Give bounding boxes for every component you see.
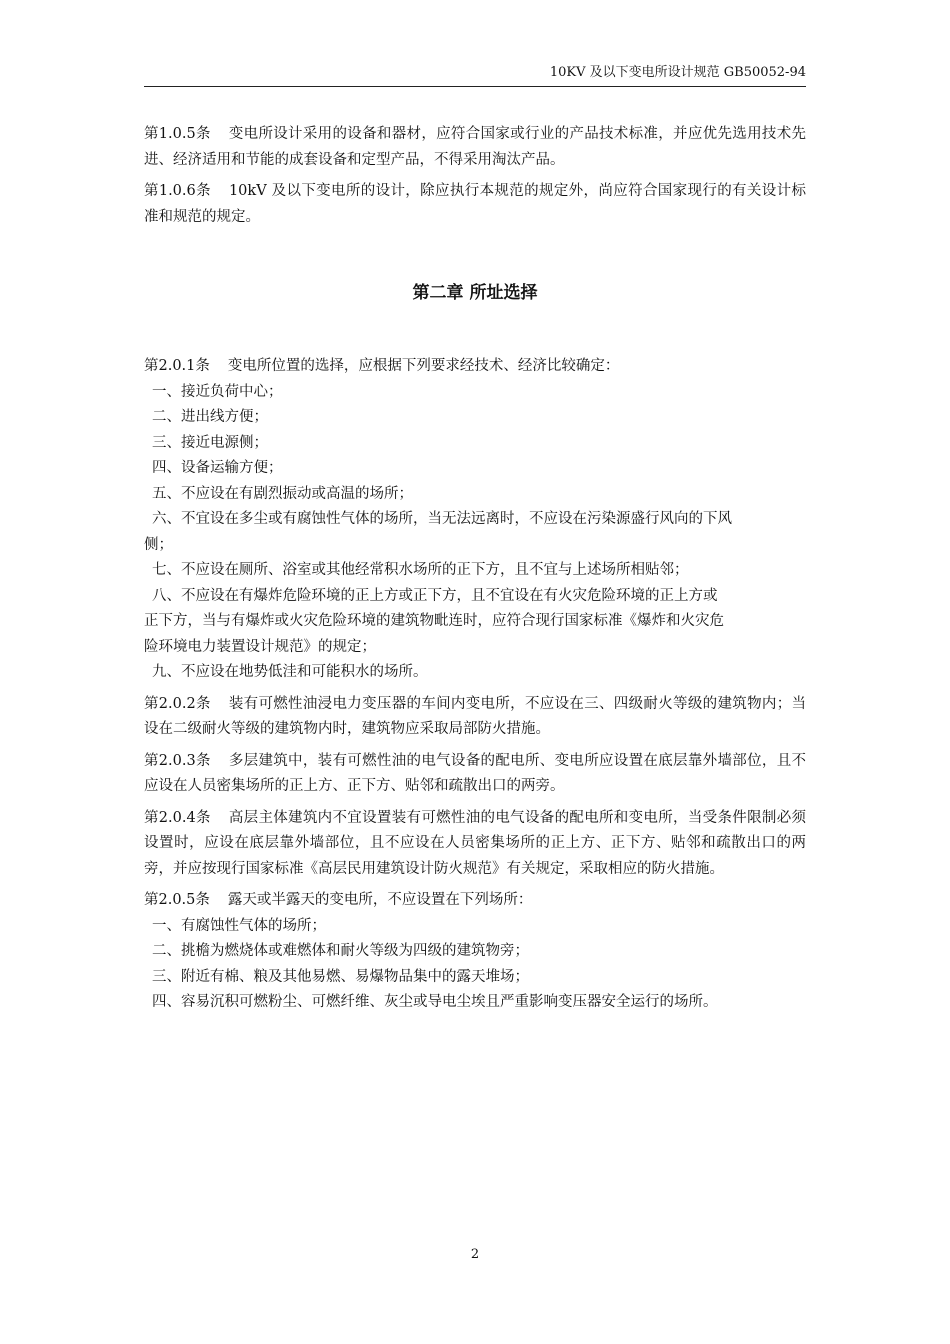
- page-number: 2: [470, 1247, 480, 1262]
- clause-text: 装有可燃性油浸电力变压器的车间内变电所，不应设在三、四级耐火等级的建筑物内；当设在二级耐火等级的建筑物内时，建筑物应采取局部防火措施。: [144, 695, 806, 737]
- list-item: 三、附近有棉、粮及其他易燃、易爆物品集中的露天堆场；: [152, 968, 529, 985]
- clause-text: 变电所设计采用的设备和器材，应符合国家或行业的产品技术标准，并应优先选用技术先进、经济适用和节能的成套设备和定型产品，不得采用淘汰产品。: [144, 126, 806, 168]
- list-item: 四、容易沉积可燃粉尘、可燃纤维、灰尘或导电尘埃且严重影响变压器安全运行的场所。: [152, 994, 718, 1010]
- clause-2-0-3: [144, 749, 806, 800]
- clause-2-0-4: [144, 806, 806, 883]
- clause-number: 第1.0.5条: [144, 126, 211, 142]
- header-divider: [144, 86, 806, 87]
- list-item-continuation: 险环境电力装置设计规范》的规定；: [144, 638, 376, 655]
- clause-1-0-5: [144, 122, 806, 173]
- clause-number: 第2.0.4条: [144, 809, 211, 826]
- list-item: 九、不应设在地势低洼和可能积水的场所。: [152, 664, 428, 680]
- clause-text: 多层建筑中，装有可燃性油的电气设备的配电所、变电所应设置在底层靠外墙部位，且不应设在人员密集场所的正上方、正下方、贴邻和疏散出口的两旁。: [144, 752, 806, 794]
- list-item: 三、接近电源侧；: [152, 434, 268, 451]
- list-item: 四、设备运输方便；: [152, 460, 283, 476]
- list-item: 七、不应设在厕所、浴室或其他经常积水场所的正下方，且不宜与上述场所相贴邻；: [152, 562, 689, 578]
- chapter-title: 第二章 所址选择: [412, 283, 538, 303]
- clause-number: 第2.0.1条: [144, 358, 210, 374]
- running-header: 10KV 及以下变电所设计规范 GB50052-94: [549, 65, 806, 80]
- list-item: 六、不宜设在多尘或有腐蚀性气体的场所，当无法远离时，不应设在污染源盛行风向的下风: [152, 511, 732, 527]
- clause-number: 第1.0.6条: [144, 183, 211, 199]
- clause-text: 10kV 及以下变电所的设计，除应执行本规范的规定外，尚应符合国家现行的有关设计标准和规范的规定。: [144, 183, 806, 225]
- clause-number: 第2.0.2条: [144, 695, 211, 712]
- clause-2-0-5: [144, 888, 806, 914]
- clause-2-0-1: [144, 354, 806, 380]
- list-item-continuation: 正下方，当与有爆炸或火灾危险环境的建筑物毗连时，应符合现行国家标准《爆炸和火灾危: [144, 613, 724, 629]
- clause-text: 高层主体建筑内不宜设置装有可燃性油的电气设备的配电所和变电所，当受条件限制必须设置时，应设在底层靠外墙部位，且不应设在人员密集场所的正上方、正下方、贴邻和疏散出口的两旁，并应按现行国家标准《高层民用建筑设计防火规范》有关规定，采取相应的防火措施。: [144, 809, 806, 877]
- clause-2-0-2: [144, 692, 806, 743]
- list-item: 一、有腐蚀性气体的场所；: [152, 917, 326, 934]
- clause-1-0-6: [144, 179, 806, 230]
- clause-number: 第2.0.3条: [144, 752, 211, 769]
- list-item: 一、接近负荷中心；: [152, 383, 283, 400]
- list-item: 五、不应设在有剧烈振动或高温的场所；: [152, 485, 413, 502]
- list-item: 二、挑檐为燃烧体或难燃体和耐火等级为四级的建筑物旁；: [152, 943, 529, 959]
- clause-text: 露天或半露天的变电所，不应设置在下列场所：: [227, 892, 533, 908]
- list-item: 二、进出线方便；: [152, 409, 268, 425]
- clause-number: 第2.0.5条: [144, 892, 210, 908]
- list-item-continuation: 侧；: [144, 536, 173, 553]
- clause-text: 变电所位置的选择，应根据下列要求经技术、经济比较确定：: [227, 358, 620, 374]
- document-body: [144, 122, 806, 1016]
- list-item: 八、不应设在有爆炸危险环境的正上方或正下方，且不宜设在有火灾危险环境的正上方或: [152, 587, 718, 604]
